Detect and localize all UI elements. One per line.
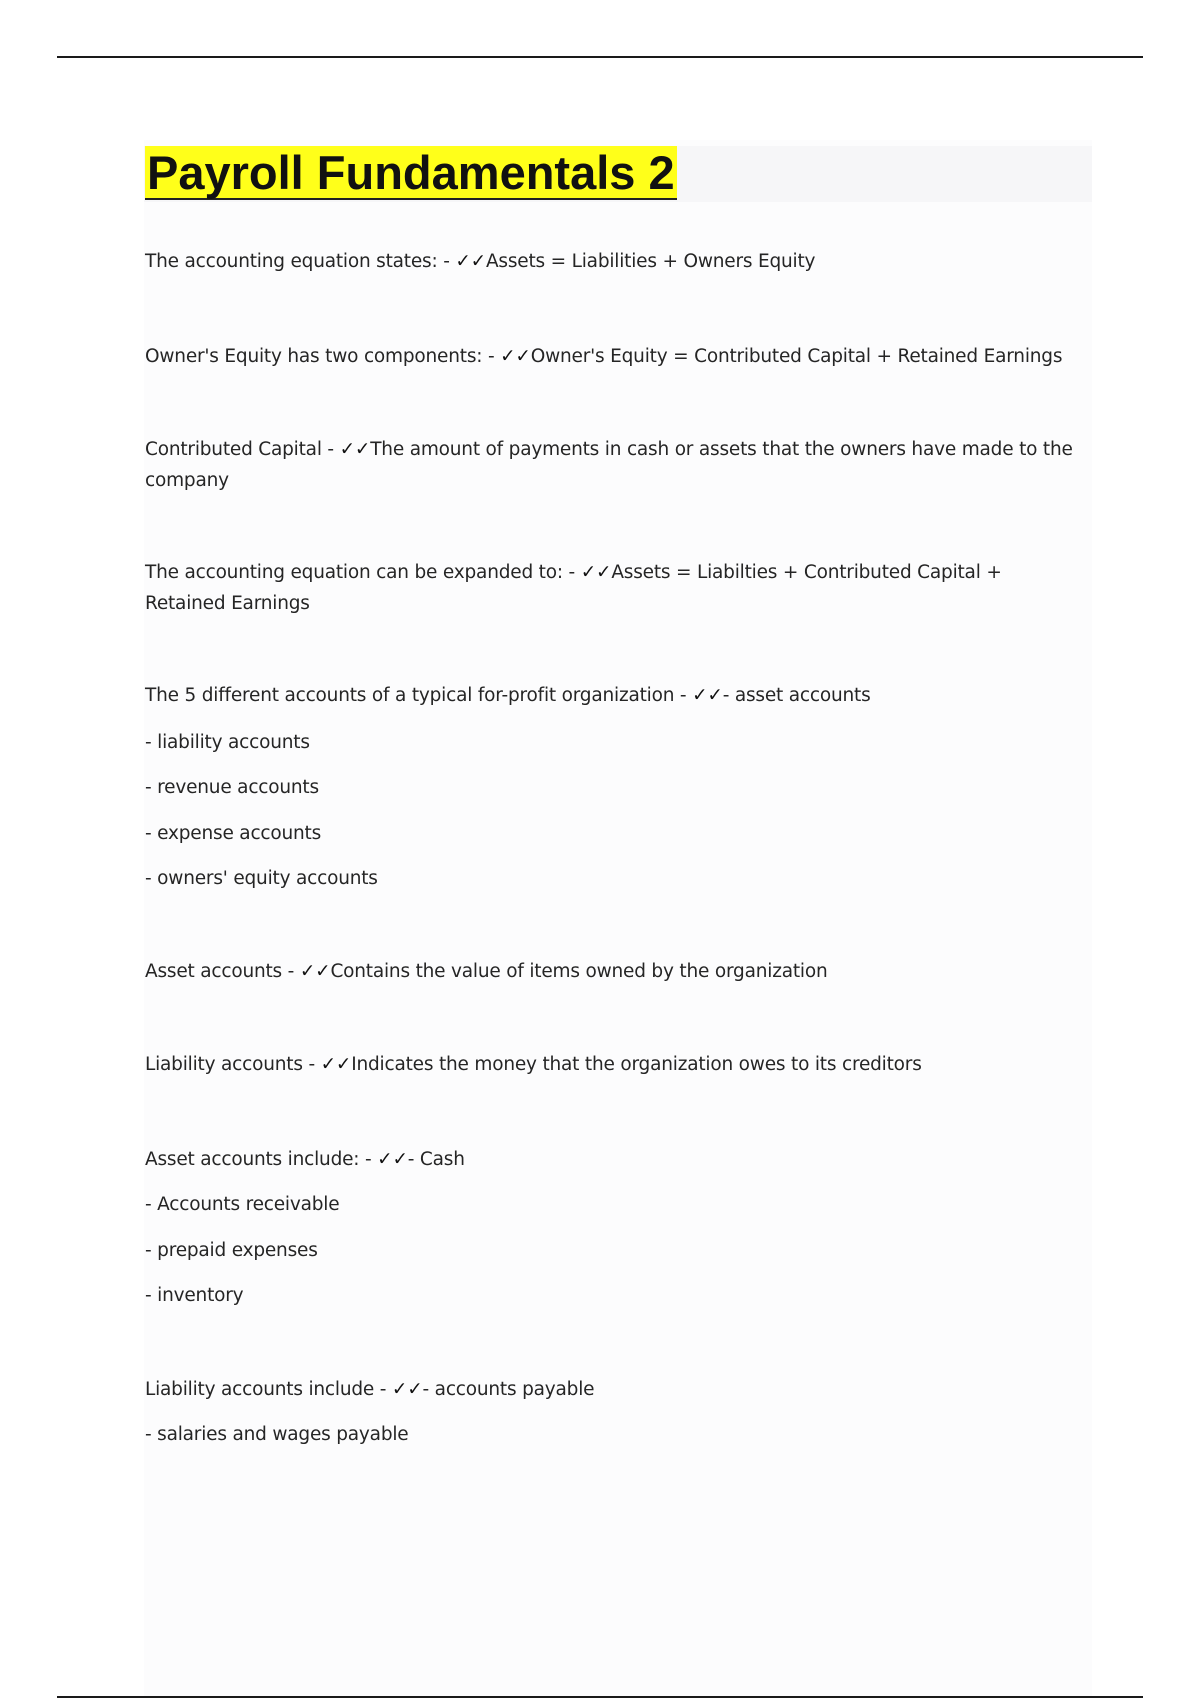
list-item: - salaries and wages payable (145, 1424, 409, 1445)
flashcard-entry (145, 246, 1080, 277)
entry-text (145, 434, 1080, 496)
entry-text (145, 1049, 1080, 1080)
double-check-icon: ✓✓ (377, 1149, 408, 1170)
list-item: - liability accounts (145, 732, 310, 753)
entry-answer: Indicates the money that the organization owes to its creditors (351, 1054, 922, 1075)
list-item: - revenue accounts (145, 777, 319, 798)
double-check-icon: ✓✓ (455, 251, 486, 272)
entry-answer: Contains the value of items owned by the organization (330, 961, 828, 982)
entry-term: Liability accounts - (145, 1054, 321, 1075)
double-check-icon: ✓✓ (299, 961, 331, 982)
double-check-icon: ✓✓ (500, 346, 531, 367)
entry-term: Owner's Equity has two components: - (145, 346, 501, 367)
entry-term: The 5 different accounts of a typical for-profit organization - (145, 685, 693, 706)
flashcard-entry (145, 341, 1080, 372)
flashcard-entry (145, 680, 1080, 711)
entry-text (145, 680, 1080, 711)
list-item: - owners' equity accounts (145, 868, 378, 889)
entry-text (145, 246, 1080, 277)
list-item: - expense accounts (145, 823, 322, 844)
footer-rule (57, 1696, 1143, 1698)
list-item: - inventory (145, 1285, 244, 1306)
entry-answer: Assets = Liabilities + Owners Equity (485, 251, 816, 272)
entry-answer: - Cash (407, 1149, 465, 1170)
flashcard-entry (145, 1144, 1080, 1175)
entry-term: Liability accounts include - (145, 1379, 392, 1400)
entry-text (145, 1144, 1080, 1175)
entry-term: Asset accounts include: - (145, 1149, 378, 1170)
entry-text (145, 1374, 1080, 1405)
entry-answer: The amount of payments in cash or assets that the owners have made to the company (145, 439, 1073, 491)
entry-term: Asset accounts - (145, 961, 300, 982)
flashcard-entry (145, 1049, 1080, 1080)
entry-answer: Owner's Equity = Contributed Capital + Retained Earnings (530, 346, 1063, 367)
flashcard-entry (145, 956, 1080, 987)
double-check-icon: ✓✓ (391, 1379, 423, 1400)
entry-term: The accounting equation can be expanded to: - (145, 562, 581, 583)
entry-term: Contributed Capital - (145, 439, 340, 460)
entry-text (145, 341, 1080, 372)
page-title: Payroll Fundamentals 2 (147, 146, 675, 199)
list-item: - prepaid expenses (145, 1240, 318, 1261)
list-item: - Accounts receivable (145, 1194, 340, 1215)
entry-text (145, 557, 1080, 619)
flashcard-entry (145, 557, 1080, 619)
entry-answer: - accounts payable (422, 1379, 595, 1400)
header-rule (57, 56, 1143, 58)
double-check-icon: ✓✓ (580, 562, 612, 583)
entry-text (145, 956, 1080, 987)
double-check-icon: ✓✓ (339, 439, 371, 460)
page-content-area (144, 140, 1092, 1696)
entry-answer: Assets = Liabilties + Contributed Capital + Retained Earnings (145, 562, 1002, 614)
entry-term: The accounting equation states: - (145, 251, 456, 272)
flashcard-entry (145, 1374, 1080, 1405)
flashcard-entry (145, 434, 1080, 496)
double-check-icon: ✓✓ (692, 685, 723, 706)
double-check-icon: ✓✓ (320, 1054, 352, 1075)
entry-answer: - asset accounts (722, 685, 871, 706)
